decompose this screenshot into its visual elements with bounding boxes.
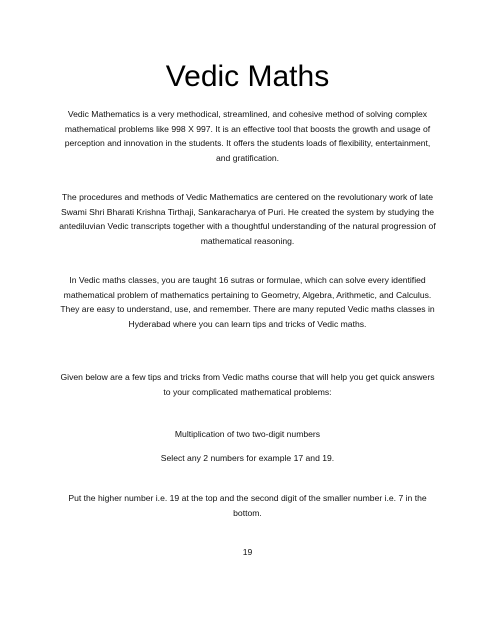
- example-paragraph: Select any 2 numbers for example 17 and 19.: [160, 453, 335, 463]
- intro-paragraph: Vedic Mathematics is a very methodical, streamlined, and cohesive method of solving complex mathematical problems like 998 X 997. It is an effective tool that boosts the growth and usage of perception and innovation in the students. It offers the students loads of flexibility, entertainment, and gratification.: [64, 109, 431, 163]
- section-heading: Multiplication of two two-digit numbers: [174, 429, 321, 439]
- page-number: 19: [242, 547, 253, 557]
- classes-paragraph: In Vedic maths classes, you are taught 16 sutras or formulae, which can solve every identified mathematical problem of mathematics pertaining to Geometry, Algebra, Arithmetic, and Calculus. They are easy to understand, use, and remember. There are many reputed Vedic maths classes in Hyderabad where you can learn tips and tricks of Vedic maths.: [60, 275, 435, 329]
- tips-intro-paragraph: Given below are a few tips and tricks from Vedic maths course that will help you get quick answers to your complicated mathematical problems:: [60, 372, 435, 397]
- instruction-paragraph: Put the higher number i.e. 19 at the top and the second digit of the smaller number i.e. 7 in the bottom.: [68, 493, 427, 518]
- history-paragraph: The procedures and methods of Vedic Mathematics are centered on the revolutionary work of late Swami Shri Bharati Krishna Tirthaji, Sankaracharya of Puri. He created the system by studying the antediluvian Vedic transcripts together with a thoughtful understanding of the natural progression of mathematical reasoning.: [59, 192, 436, 246]
- page-title: Vedic Maths: [165, 60, 330, 93]
